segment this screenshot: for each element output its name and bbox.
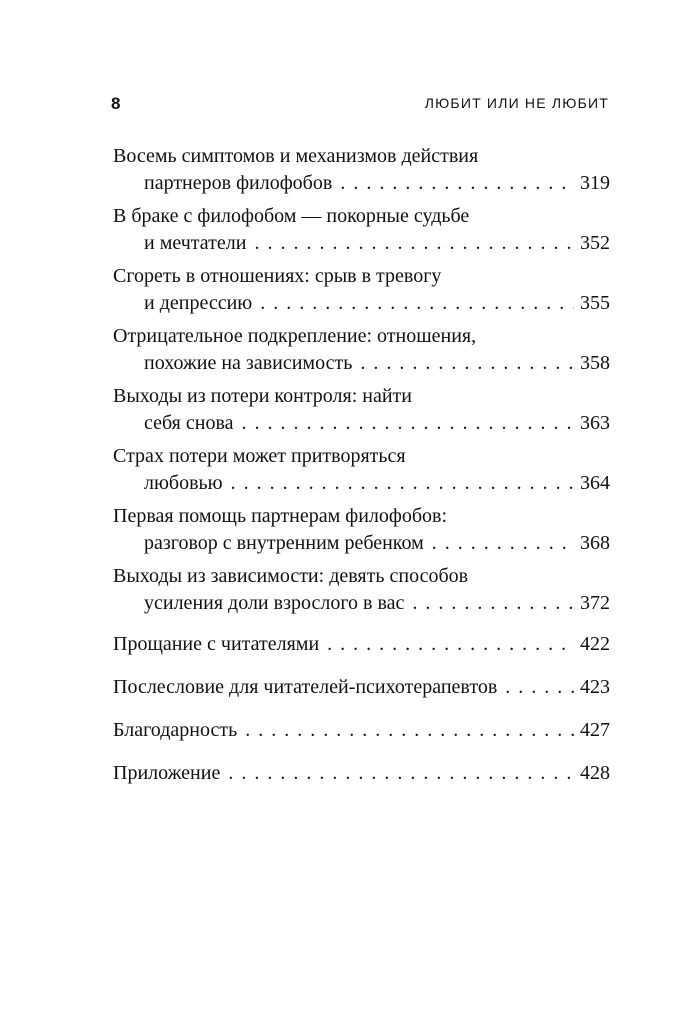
dot-leader: [360, 350, 574, 377]
dot-leader: [340, 170, 574, 197]
toc-section: [113, 631, 610, 658]
toc-entry-title-continued: разговор с внутренним ребенком: [144, 532, 424, 554]
toc-entry-page: 368: [580, 532, 610, 554]
table-of-contents: [113, 143, 610, 787]
toc-entry-title-continued: партнеров филофобов: [144, 172, 333, 194]
toc-entry-page: 364: [580, 472, 610, 494]
toc-entry-page: 363: [580, 412, 610, 434]
toc-section-title: Послесловие для читателей-психотерапевтов: [113, 676, 498, 698]
toc-entry-page: 352: [580, 232, 610, 254]
toc-section: [113, 674, 610, 701]
page-number: 8: [111, 94, 121, 113]
toc-entry-page: 319: [580, 172, 610, 194]
dot-leader: [412, 590, 574, 617]
toc-entry-title: Первая помощь партнерам филофобов:: [113, 505, 448, 527]
dot-leader: [228, 760, 574, 787]
dot-leader: [432, 530, 574, 557]
toc-entry: [113, 503, 610, 557]
toc-entry: [113, 143, 610, 197]
toc-entry-title-continued: усиления доли взрослого в вас: [144, 592, 405, 614]
toc-section-title: Прощание с читателями: [113, 633, 320, 655]
toc-entry-title: В браке с филофобом — покорные судьбе: [113, 205, 470, 227]
toc-entry: [113, 443, 610, 497]
toc-entry: [113, 203, 610, 257]
toc-section-title: Благодарность: [113, 719, 238, 741]
toc-entry-page: 358: [580, 352, 610, 374]
dot-leader: [260, 290, 574, 317]
toc-entry-title-continued: себя снова: [144, 412, 234, 434]
dot-leader: [505, 674, 574, 701]
toc-section: [113, 760, 610, 787]
dot-leader: [245, 717, 574, 744]
toc-entry-title-continued: и мечтатели: [144, 232, 247, 254]
toc-entry-title-continued: любовью: [144, 472, 223, 494]
toc-entry-page: 355: [580, 292, 610, 314]
toc-entry-title-continued: и депрессию: [144, 292, 253, 314]
toc-entry-page: 372: [580, 592, 610, 614]
toc-entry-title: Отрицательное подкрепление: отношения,: [113, 325, 477, 347]
toc-entry-title: Восемь симптомов и механизмов действия: [113, 145, 479, 167]
toc-entry-title: Выходы из потери контроля: найти: [113, 385, 413, 407]
dot-leader: [254, 230, 574, 257]
dot-leader: [231, 470, 574, 497]
toc-section-page: 423: [580, 676, 610, 698]
dot-leader: [242, 410, 574, 437]
toc-section-title: Приложение: [113, 762, 221, 784]
toc-entry-title-continued: похожие на зависимость: [144, 352, 353, 374]
toc-entry: [113, 263, 610, 317]
toc-section-page: 427: [580, 719, 610, 741]
toc-entry-title: Страх потери может притворяться: [113, 445, 406, 467]
toc-entry: [113, 383, 610, 437]
toc-entry-title: Выходы из зависимости: девять способов: [113, 565, 469, 587]
running-head: ЛЮБИТ ИЛИ НЕ ЛЮБИТ: [424, 95, 609, 111]
toc-entry-title: Сгореть в отношениях: срыв в тревогу: [113, 265, 442, 287]
toc-section-page: 422: [580, 633, 610, 655]
toc-section-page: 428: [580, 762, 610, 784]
toc-section: [113, 717, 610, 744]
toc-entry: [113, 563, 610, 617]
dot-leader: [327, 631, 574, 658]
toc-entry: [113, 323, 610, 377]
